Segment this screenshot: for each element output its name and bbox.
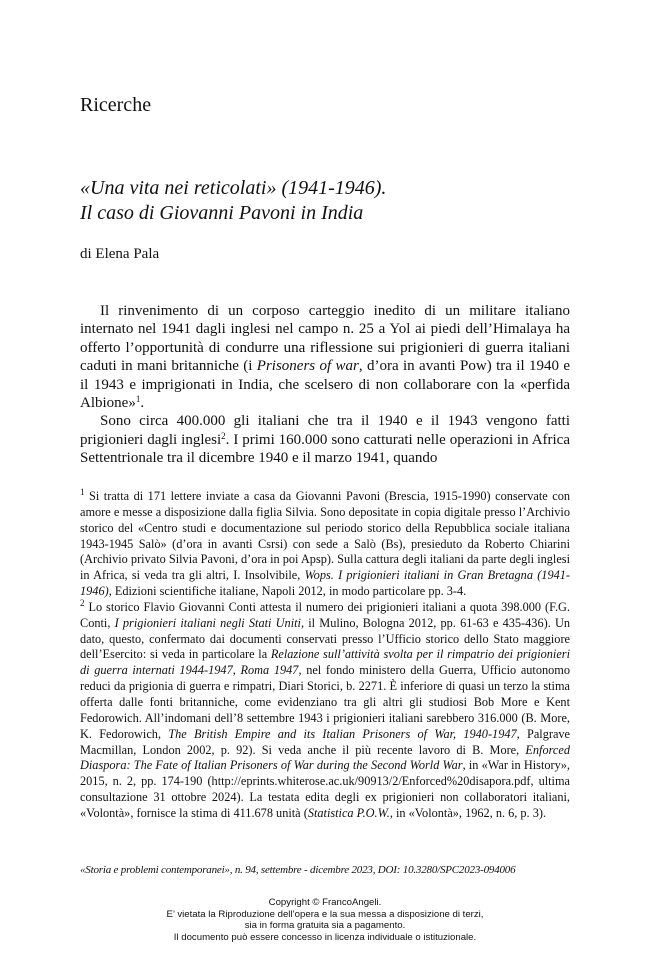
article-body [80, 302, 570, 468]
footnote-number-2: 2 [80, 597, 85, 608]
article-author: di Elena Pala [80, 246, 160, 262]
footnote-2: $^2$ Lo storico Flavio Giovanni Conti attesta il numero dei prigionieri italiani a quota 398.000 (F.G. Conti, I prigionieri italiani negli Stati Uniti, il Mulino, Bologna 2012, pp. 61-63 e 435-436). Un dato, questo, confermato dai documenti conservati presso l’Ufficio storico dello Stato maggiore dell’Esercito: si veda in particolare la Relazione sull’attività svolta per il rimpatrio dei prigionieri di guerra internati 1944-1947, Roma 1947, nel fondo ministero della Guerra, Ufficio autonomo reduci da prigionia di guerra e rimpatri, Diari Storici, b. 2271. È inferiore di quasi un terzo la stima offerta dalle fonti britanniche, come evidenziano tra gli altri gli studiosi Bob More e Kent Fedorowich. All’indomani dell’8 settembre 1943 i prigionieri italiani sarebbero 316.000 (B. More, K. Fedorowich, The British Empire and its Italian Prisoners of War, 1940-1947, Palgrave Macmillan, London 2002, p. 92). Si veda anche il più recente lavoro di B. More, Enforced Diaspora: The Fate of Italian Prisoners of War during the Second World War, in «War in History», 2015, n. 2, pp. 174-190 (http://eprints.whiterose.ac.uk/90913/2/Enforced%20disapora.pdf, ultima consultazione 31 ottobre 2024). La testata edita degli ex prigionieri non collaboratori italiani, «Volontà», fornisce la stima di 411.678 unità (Statistica P.O.W., in «Volontà», 1962, n. 6, p. 3). [80, 597, 571, 820]
section-heading: Ricerche [80, 94, 152, 116]
copyright-line-4: Il documento può essere concesso in licenza individuale o istituzionale. [173, 932, 477, 944]
footnote-emphasis: The British Empire and its Italian Prisoners of War, 1940-1947 [168, 726, 517, 741]
copyright-notice [0, 897, 650, 944]
body-emphasis: Prisoners of war [256, 358, 359, 375]
footnote-emphasis: Enforced Diaspora: The Fate of Italian Prisoners of War during the Second World War [80, 742, 570, 773]
footnote-emphasis: Statistica P.O.W. [307, 805, 390, 820]
article-title [80, 176, 580, 226]
footnote-emphasis: Wops. I prigionieri italiani in Gran Bretagna (1941-1946) [80, 568, 570, 599]
footnotes [80, 489, 570, 822]
footnote-emphasis: Relazione sull’attività svolta per il rimpatrio dei prigionieri di guerra internati 1944-1947, Roma 1947 [80, 647, 570, 678]
journal-citation: «Storia e problemi contemporanei», n. 94, settembre - dicembre 2023, DOI: 10.3280/SPC2023-094006 [80, 864, 516, 876]
copyright-line-2: E’ vietata la Riproduzione dell’opera e la sua messa a disposizione di terzi, [166, 908, 484, 920]
footnote-reference-2: 2 [221, 430, 226, 441]
copyright-line-1: Copyright © FrancoAngeli. [268, 897, 382, 908]
footnote-number-1: 1 [80, 487, 85, 497]
footnote-reference-1: 1 [135, 394, 141, 405]
footnote-1: $^1$ Si tratta di 171 lettere inviate a casa da Giovanni Pavoni (Brescia, 1915-1990) conservate con amore e messe a disposizione dalla figlia Silvia. Sono depositate in copia digitale presso l’Archivio storico del «Centro studi e documentazione sul periodo storico della Repubblica sociale italiana 1943-1945 Salò» (d’ora in avanti Csrsi) con sede a Salò (Bs), presieduto da Roberto Chiarini (Archivio privato Silvia Pavoni, d’ora in poi Apsp). Sulla cattura degli italiani da parte degli inglesi in Africa, si veda tra gli altri, I. Insolvibile, Wops. I prigionieri italiani in Gran Bretagna (1941-1946), Edizioni scientifiche italiane, Napoli 2012, in modo particolare pp. 3-4. [80, 487, 570, 599]
article-title-line-2: Il caso di Giovanni Pavoni in India [80, 202, 364, 224]
footnote-emphasis: I prigionieri italiani negli Stati Uniti [114, 615, 301, 630]
article-title-line-1: «Una vita nei reticolati» (1941-1946). [80, 177, 387, 199]
body-paragraph-1: Il rinvenimento di un corposo carteggio inedito di un militare italiano internato nel 1941 dagli inglesi nel campo n. 25 a Yol ai piedi dell’Himalaya ha offerto l’opportunità di condurre una riflessione sui prigionieri di guerra italiani caduti in mani britanniche (i Prisoners of war, d’ora in avanti Pow) tra il 1940 e il 1943 e imprigionati in India, che scelsero di non collaborare con la «perfida Albione»$^1$. [80, 303, 570, 412]
copyright-line-3: sia in forma gratuita sia a pagamento. [244, 920, 406, 932]
body-paragraph-2: Sono circa 400.000 gli italiani che tra il 1940 e il 1943 vengono fatti prigionieri dagli inglesi$^2$. I primi 160.000 sono catturati nelle operazioni in Africa Settentrionale tra il dicembre 1940 e il marzo 1941, quando [80, 413, 570, 467]
